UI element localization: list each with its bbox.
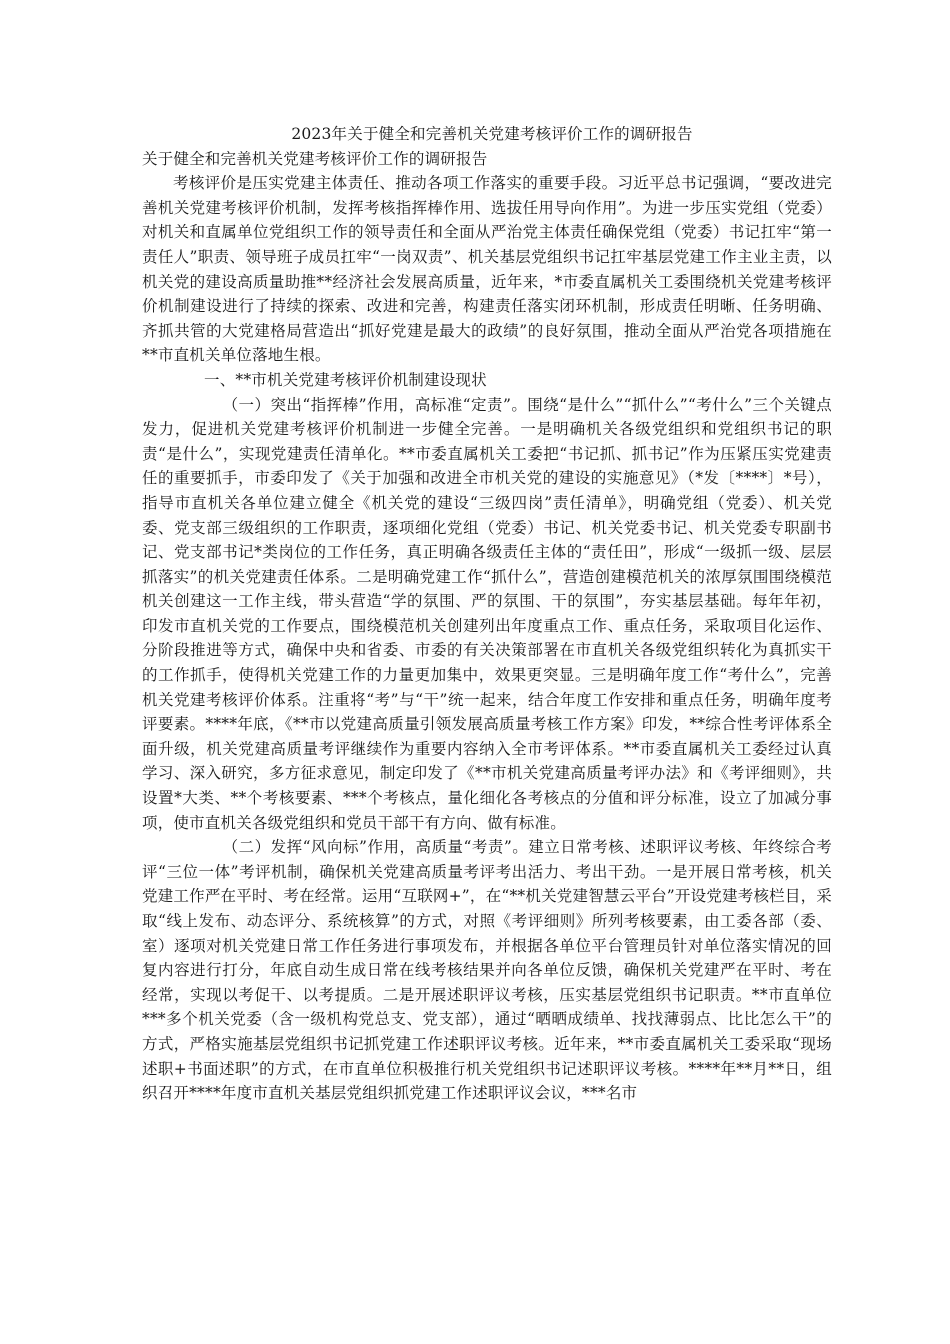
section-heading: 一、**市机关党建考核评价机制建设现状	[204, 370, 487, 389]
section-paragraph-2: （二）发挥“风向标”作用，高质量“考责”。建立日常考核、述职评议考核、年终综合考评“三位一体”考评机制，确保机关党建高质量考评考出活力、考出干劲。一是开展日常考核，机关党建工作严在平时、考在经常。运用“互联网+”，在“**机关党建智慧云平台”开设党建考核栏目，采取“线上发布、动态评分、系统核算”的方式，对照《考评细则》所列考核要素，由工委各部（委、室）逐项对机关党建日常工作任务进行事项发布，并根据各单位平台管理员针对单位落实情况的回复内容进行打分，年底自动生成日常在线考核结果并向各单位反馈，确保机关党建严在平时、考在经常，实现以考促干、以考提质。二是开展述职评议考核，压实基层党组织书记职责。**市直单位***多个机关党委（含一级机构党总支、党支部），通过“晒晒成绩单、找找薄弱点、比比怎么干”的方式，严格实施基层党组织书记抓党建工作述职评议考核。近年来，**市委直属机关工委采取“现场述职+书面述职”的方式，在市直单位积极推行机关党组织书记述职评议考核。****年**月**日，组织召开****年度市直机关基层党组织抓党建工作述职评议会议，***名市	[142, 838, 832, 1103]
intro-paragraph: 考核评价是压实党建主体责任、推动各项工作落实的重要手段。习近平总书记强调，“要改进完善机关党建考核评价机制，发挥考核指挥棒作用、选拔任用导向作用”。为进一步压实党组（党委）对机关和直属单位党组织工作的领导责任和全面从严治党主体责任确保党组（党委）书记扛牢“第一责任人”职责、领导班子成员扛牢“一岗双责”、机关基层党组织书记扛牢基层党建工作主业主责，以机关党的建设高质量助推**经济社会发展高质量，近年来，*市委直属机关工委围绕机关党建考核评价机制建设进行了持续的探索、改进和完善，构建责任落实闭环机制，形成责任明晰、任务明确、齐抓共管的大党建格局营造出“抓好党建是最大的政绩”的良好氛围，推动全面从严治党各项措施在**市直机关单位落地生根。	[142, 174, 832, 365]
document-subtitle: 关于健全和完善机关党建考核评价工作的调研报告	[142, 149, 488, 168]
document-page	[142, 122, 832, 1106]
section-paragraph-1: （一）突出“指挥棒”作用，高标准“定责”。围绕“是什么”“抓什么”“考什么”三个关键点发力，促进机关党建考核评价机制进一步健全完善。一是明确机关各级党组织和党组织书记的职责“是什么”，实现党建责任清单化。**市委直属机关工委把“书记抓、抓书记”作为压紧压实党建责任的重要抓手，市委印发了《关于加强和改进全市机关党的建设的实施意见》（*发〔****〕*号），指导市直机关各单位建立健全《机关党的建设“三级四岗”责任清单》，明确党组（党委）、机关党委、党支部三级组织的工作职责，逐项细化党组（党委）书记、机关党委书记、机关党委专职副书记、党支部书记*类岗位的工作任务，真正明确各级责任主体的“责任田”，形成“一级抓一级、层层抓落实”的机关党建责任体系。二是明确党建工作“抓什么”，营造创建模范机关的浓厚氛围围绕模范机关创建这一工作主线，带头营造“学的氛围、严的氛围、干的氛围”，夯实基层基础。每年年初，印发市直机关党的工作要点，围绕模范机关创建列出年度重点工作、重点任务，采取项目化运作、分阶段推进等方式，确保中央和省委、市委的有关决策部署在市直机关各级党组织转化为真抓实干的工作抓手，使得机关党建工作的力量更加集中，效果更突显。三是明确年度工作“考什么”，完善机关党建考核评价体系。注重将“考”与“干”统一起来，结合年度工作安排和重点任务，明确年度考评要素。****年底，《**市以党建高质量引领发展高质量考核工作方案》印发，**综合性考评体系全面升级，机关党建高质量考评继续作为重要内容纳入全市考评体系。**市委直属机关工委经过认真学习、深入研究，多方征求意见，制定印发了《**市机关党建高质量考评办法》和《考评细则》，共设置*大类、**个考核要素、***个考核点，量化细化各考核点的分值和评分标准，设立了加减分事项，使市直机关各级党组织和党员干部干有方向、做有标准。	[142, 395, 832, 832]
document-title: 2023年关于健全和完善机关党建考核评价工作的调研报告	[291, 125, 693, 143]
